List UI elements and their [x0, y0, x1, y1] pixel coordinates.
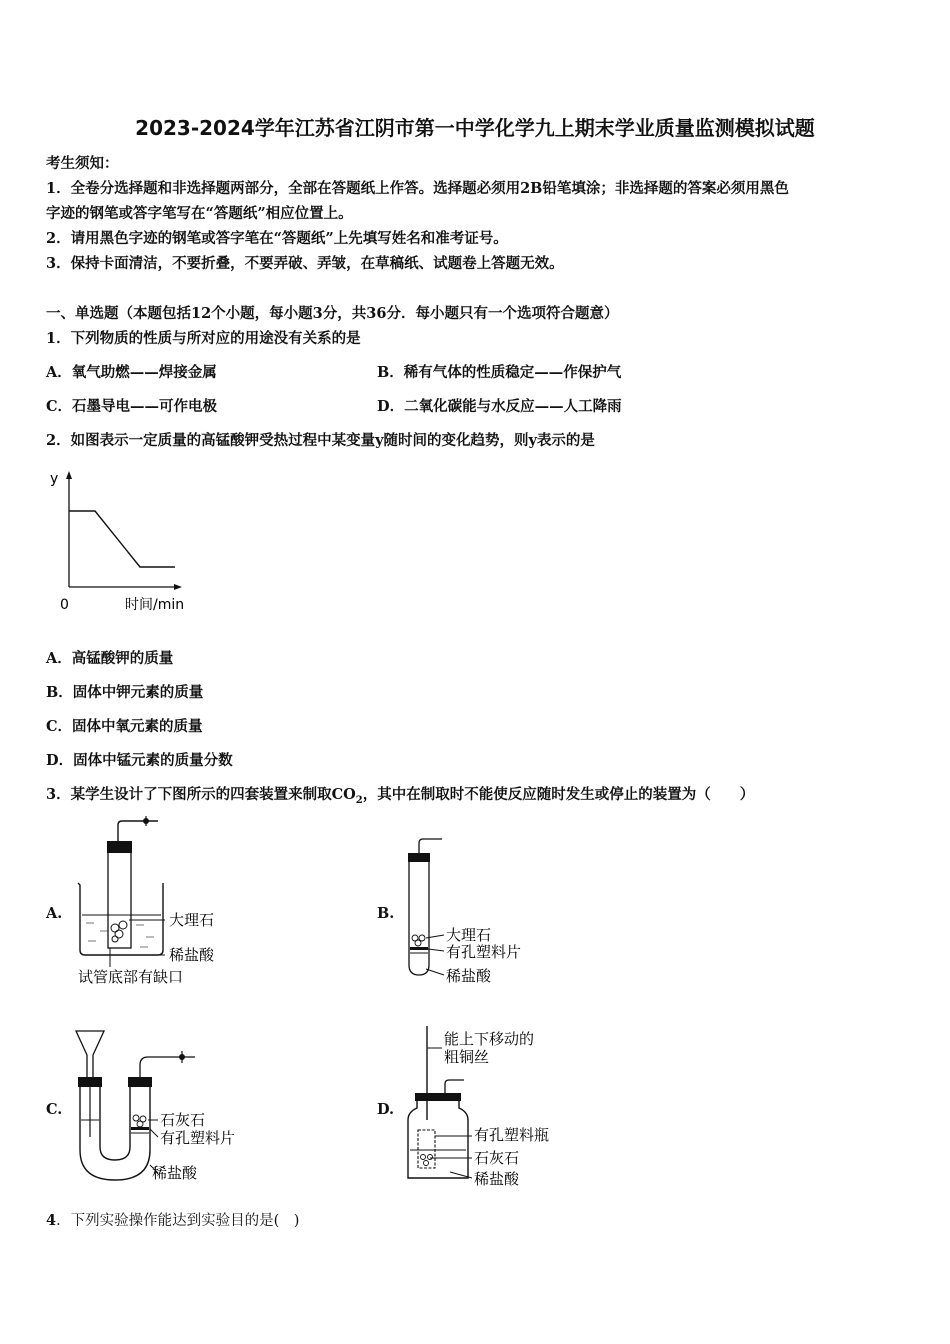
q1-option-d: D．二氧化碳能与水反应——人工降雨 — [377, 398, 622, 415]
a-part-notch: 试管底部有缺口 — [78, 968, 184, 986]
d-part-move: 能上下移动的 — [444, 1030, 535, 1048]
a-part-acid: 稀盐酸 — [169, 946, 215, 964]
notice-item-2: 2．请用黑色字迹的钢笔或答字笔在“答题纸”上先填写姓名和准考证号。 — [46, 230, 508, 247]
b-part-marble: 大理石 — [446, 926, 492, 944]
q2-stem: 2．如图表示一定质量的高锰酸钾受热过程中某变量y随时间的变化趋势，则y表示的是 — [46, 432, 595, 449]
d-part-acid: 稀盐酸 — [474, 1170, 520, 1188]
q3-stem: 3．某学生设计了下图所示的四套装置来制取$CO_2$，其中在制取时不能使反应随时发生或停止的装置为（ ） — [46, 786, 755, 806]
page-title: 2023-2024学年江苏省江阴市第一中学化学九上期末学业质量监测模拟试题 — [135, 116, 815, 140]
q2-option-c: C．固体中氧元素的质量 — [46, 718, 203, 735]
c-part-plate: 有孔塑料片 — [160, 1129, 236, 1147]
notice-item-1: 1．全卷分选择题和非选择题两部分，全部在答题纸上作答。选择题必须用2B铅笔填涂；非选择题的答案必须用黑色 — [46, 180, 789, 197]
origin-label: 0 — [60, 597, 69, 613]
x-label: 时间/min — [125, 597, 185, 613]
notice-item-3: 3．保持卡面清洁，不要折叠，不要弄破、弄皱，在草稿纸、试题卷上答题无效。 — [46, 255, 564, 272]
d-part-bottle: 有孔塑料瓶 — [474, 1126, 550, 1144]
q2-option-d: D．固体中锰元素的质量分数 — [46, 752, 233, 769]
q4-stem: 4．下列实验操作能达到实验目的是( ) — [46, 1212, 300, 1229]
notice-heading: 考生须知： — [46, 155, 119, 172]
c-part-acid: 稀盐酸 — [152, 1164, 198, 1182]
apparatus-d — [400, 1020, 575, 1190]
q2-option-b: B．固体中钾元素的质量 — [46, 684, 204, 701]
apparatus-b — [400, 835, 550, 990]
apparatus-a — [70, 815, 250, 990]
apparatus-c-label: C. — [46, 1101, 63, 1118]
trend-line — [69, 511, 175, 567]
q1-option-a: A．氧气助燃——焊接金属 — [46, 364, 217, 381]
c-part-limestone: 石灰石 — [160, 1111, 206, 1129]
apparatus-c — [70, 1025, 270, 1190]
q2-graph — [40, 465, 210, 615]
q1-option-c: C．石墨导电——可作电极 — [46, 398, 218, 415]
a-part-marble: 大理石 — [169, 911, 215, 929]
b-part-acid: 稀盐酸 — [446, 967, 492, 985]
y-label: y — [50, 471, 59, 487]
apparatus-d-label: D. — [377, 1101, 395, 1118]
b-part-plate: 有孔塑料片 — [446, 943, 522, 961]
apparatus-a-label: A. — [46, 905, 63, 922]
q2-option-a: A．高锰酸钾的质量 — [46, 650, 174, 667]
d-part-wire: 粗铜丝 — [444, 1048, 490, 1066]
notice-item-1-cont: 字迹的钢笔或答字笔写在“答题纸”相应位置上。 — [46, 205, 353, 222]
y-axis-arrow — [66, 471, 72, 479]
d-part-limestone: 石灰石 — [474, 1149, 520, 1167]
q1-stem: 1．下列物质的性质与所对应的用途没有关系的是 — [46, 330, 361, 347]
q1-option-b: B．稀有气体的性质稳定——作保护气 — [377, 364, 622, 381]
section-heading: 一、单选题（本题包括12个小题，每小题3分，共36分．每小题只有一个选项符合题意） — [46, 305, 619, 322]
apparatus-b-label: B. — [377, 905, 395, 922]
x-axis-arrow — [174, 584, 182, 590]
